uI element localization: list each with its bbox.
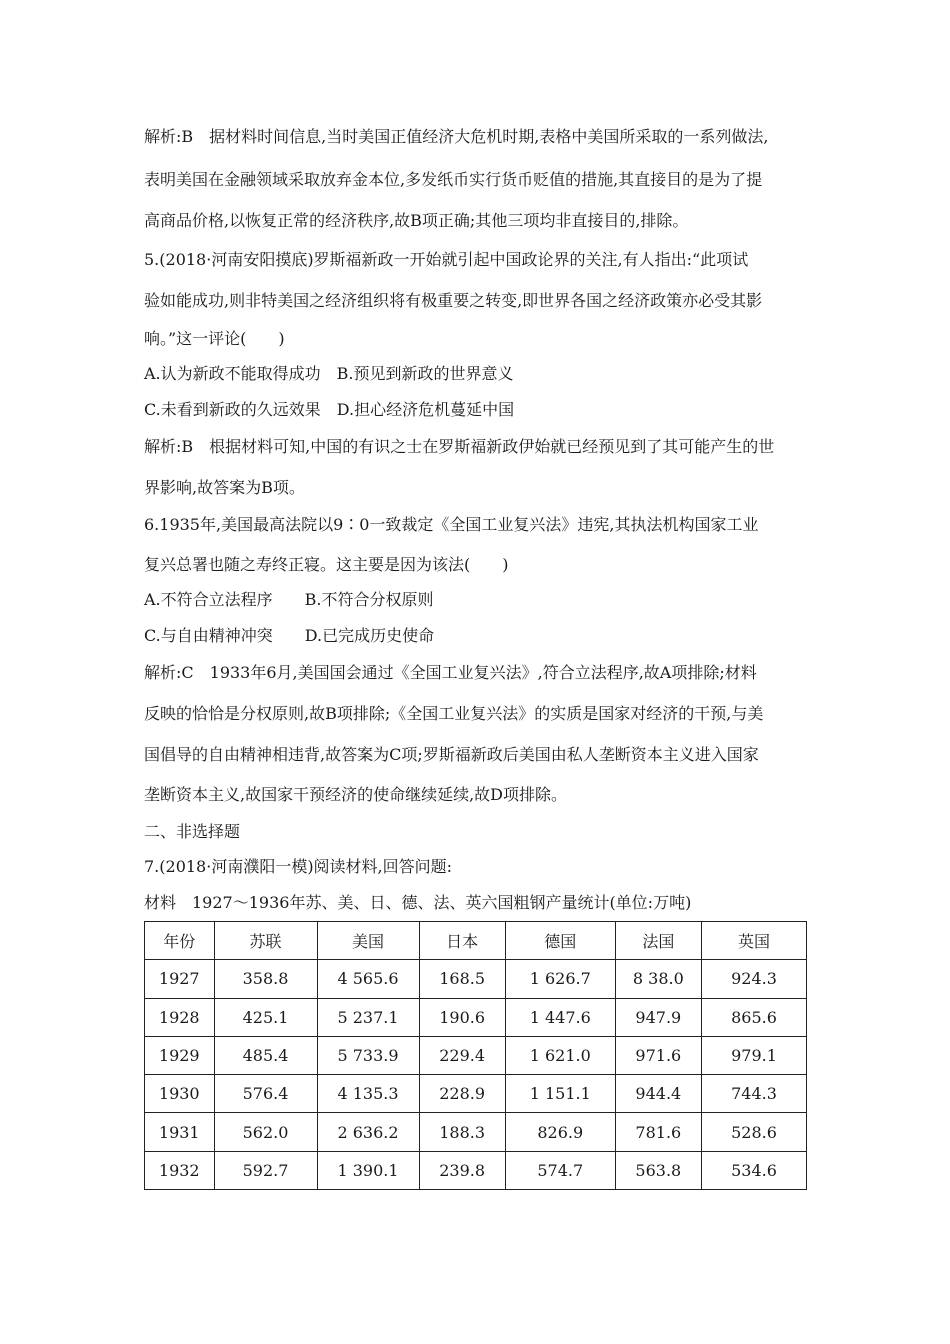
table-cell: 528.6 [701,1113,806,1151]
table-cell: 1931 [145,1113,215,1151]
answer-4-line-3: 高商品价格,以恢复正常的经济秩序,故B项正确;其他三项均非直接目的,排除。 [144,211,689,230]
table-row [145,1113,807,1151]
table-cell: 1927 [145,960,215,998]
question-6-options-cd: C.与自由精神冲突 D.已完成历史使命 [144,626,435,645]
table-cell: 865.6 [701,998,806,1036]
table-cell: 190.6 [419,998,505,1036]
table-cell: 1929 [145,1036,215,1074]
table-cell: 534.6 [701,1151,806,1189]
answer-5-line-2: 界影响,故答案为B项。 [144,478,305,497]
header-france: 法国 [615,922,701,960]
table-cell: 944.4 [615,1075,701,1113]
table-cell: 4 135.3 [317,1075,419,1113]
table-cell: 5 237.1 [317,998,419,1036]
answer-4-line-2: 表明美国在金融领域采取放弃金本位,多发纸币实行货币贬值的措施,其直接目的是为了提 [144,170,763,189]
question-5-line-3: 响。”这一评论( ) [144,329,285,348]
table-header-row [145,922,807,960]
table-row [145,960,807,998]
table-cell: 1930 [145,1075,215,1113]
table-cell: 8 38.0 [615,960,701,998]
header-year: 年份 [145,922,215,960]
table-cell: 781.6 [615,1113,701,1151]
question-6-line-2: 复兴总署也随之寿终正寝。这主要是因为该法( ) [144,555,509,574]
table-cell: 1 621.0 [505,1036,615,1074]
table-cell: 947.9 [615,998,701,1036]
table-cell: 2 636.2 [317,1113,419,1151]
header-germany: 德国 [505,922,615,960]
table-cell: 574.7 [505,1151,615,1189]
table-cell: 485.4 [214,1036,317,1074]
table-row [145,998,807,1036]
table-cell: 744.3 [701,1075,806,1113]
table-cell: 1 390.1 [317,1151,419,1189]
table-cell: 1928 [145,998,215,1036]
answer-6-line-1: 解析:C 1933年6月,美国国会通过《全国工业复兴法》,符合立法程序,故A项排除;材料 [144,663,757,682]
table-cell: 592.7 [214,1151,317,1189]
table-cell: 1 447.6 [505,998,615,1036]
table-cell: 979.1 [701,1036,806,1074]
header-ussr: 苏联 [214,922,317,960]
table-cell: 1 626.7 [505,960,615,998]
table-cell: 1 151.1 [505,1075,615,1113]
table-cell: 1932 [145,1151,215,1189]
table-cell: 168.5 [419,960,505,998]
table-cell: 358.8 [214,960,317,998]
header-japan: 日本 [419,922,505,960]
question-6-line-1: 6.1935年,美国最高法院以9∶0一致裁定《全国工业复兴法》违宪,其执法机构国家工业 [144,515,759,534]
question-5-options-cd: C.未看到新政的久远效果 D.担心经济危机蔓延中国 [144,400,515,419]
answer-5-line-1: 解析:B 根据材料可知,中国的有识之士在罗斯福新政伊始就已经预见到了其可能产生的世 [144,437,775,456]
table-row [145,1075,807,1113]
answer-6-line-2: 反映的恰恰是分权原则,故B项排除;《全国工业复兴法》的实质是国家对经济的干预,与美 [144,704,764,723]
answer-4-line-1: 解析:B 据材料时间信息,当时美国正值经济大危机时期,表格中美国所采取的一系列做法, [144,127,769,146]
section-heading: 二、非选择题 [144,822,241,841]
steel-output-table [144,921,807,1190]
question-5-options-ab: A.认为新政不能取得成功 B.预见到新政的世界意义 [144,364,514,383]
table-cell: 576.4 [214,1075,317,1113]
header-usa: 美国 [317,922,419,960]
table-cell: 188.3 [419,1113,505,1151]
table-cell: 563.8 [615,1151,701,1189]
table-cell: 228.9 [419,1075,505,1113]
table-cell: 971.6 [615,1036,701,1074]
table-caption: 材料 1927～1936年苏、美、日、德、法、英六国粗钢产量统计(单位:万吨) [144,893,692,912]
table-cell: 425.1 [214,998,317,1036]
table-row [145,1036,807,1074]
question-6-options-ab: A.不符合立法程序 B.不符合分权原则 [144,590,434,609]
table-cell: 4 565.6 [317,960,419,998]
table-cell: 229.4 [419,1036,505,1074]
question-5-line-1: 5.(2018·河南安阳摸底)罗斯福新政一开始就引起中国政论界的关注,有人指出:“此项试 [144,250,749,269]
answer-6-line-3: 国倡导的自由精神相违背,故答案为C项;罗斯福新政后美国由私人垄断资本主义进入国家 [144,745,759,764]
header-uk: 英国 [701,922,806,960]
answer-6-line-4: 垄断资本主义,故国家干预经济的使命继续延续,故D项排除。 [144,785,568,804]
table-cell: 562.0 [214,1113,317,1151]
table-cell: 5 733.9 [317,1036,419,1074]
table-cell: 924.3 [701,960,806,998]
question-5-line-2: 验如能成功,则非特美国之经济组织将有极重要之转变,即世界各国之经济政策亦必受其影 [144,291,763,310]
table-row [145,1151,807,1189]
table-cell: 826.9 [505,1113,615,1151]
question-7-line-1: 7.(2018·河南濮阳一模)阅读材料,回答问题: [144,857,453,876]
table-cell: 239.8 [419,1151,505,1189]
